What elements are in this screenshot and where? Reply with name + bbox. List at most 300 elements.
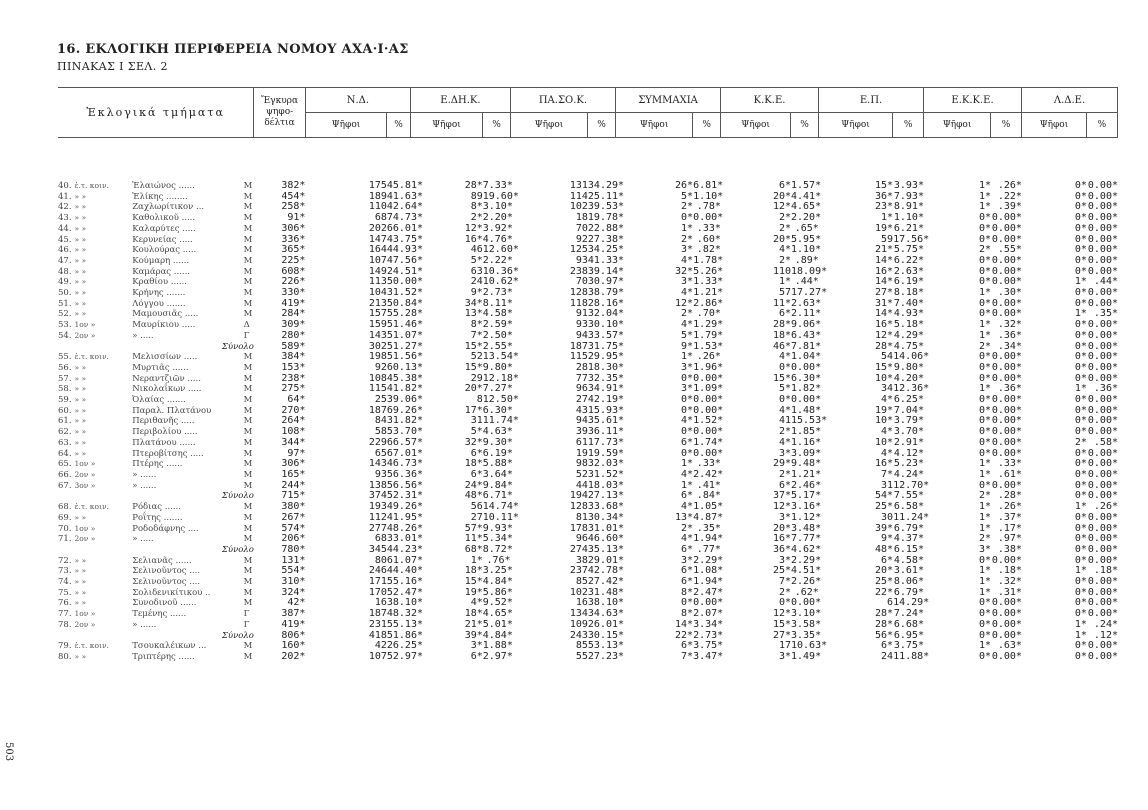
votes-cell-pasok: 27 bbox=[575, 394, 588, 406]
votes-cell-edik: 13* bbox=[464, 308, 483, 320]
section-name: » ..... bbox=[132, 534, 154, 545]
votes-cell-pasok: 85 bbox=[575, 576, 588, 588]
votes-cell-pasok: 134 bbox=[569, 608, 588, 620]
votes-cell-ep: 6 bbox=[887, 597, 894, 609]
section-type: Μ bbox=[243, 512, 253, 523]
votes-cell-lde: 0* bbox=[1074, 394, 1087, 406]
valid-ballots-header: Ἔγκυρα ψηφο-δέλτια bbox=[254, 88, 306, 138]
percent-cell-edik: 13.54* bbox=[482, 351, 519, 363]
percent-cell-ekke: 0.00* bbox=[991, 394, 1022, 406]
row-number: 60. bbox=[58, 405, 72, 416]
percent-cell-ep: 4.20* bbox=[893, 372, 924, 384]
votes-cell-symm: 12* bbox=[675, 297, 694, 309]
votes-cell-nd: 213 bbox=[368, 297, 387, 309]
percent-cell-edik: 2.20* bbox=[482, 212, 513, 224]
votes-cell-lde: 0* bbox=[1074, 244, 1087, 256]
percent-cell-ekke: 0.00* bbox=[991, 404, 1022, 416]
votes-cell-pasok: 77 bbox=[575, 372, 588, 384]
valid-ballots-cell: 306* bbox=[281, 458, 306, 470]
votes-cell-edik: 16* bbox=[464, 233, 483, 245]
percent-cell-ekke: .36* bbox=[997, 383, 1022, 395]
section-name: Πλατάνου ...... bbox=[132, 437, 196, 448]
percent-cell-edik: 12.50* bbox=[482, 394, 519, 406]
percent-cell-pasok: 27.38* bbox=[587, 233, 625, 245]
votes-subheader: Ψῆφοι bbox=[410, 113, 482, 138]
votes-cell-symm: 1* bbox=[681, 479, 694, 491]
votes-cell-nd: 108 bbox=[368, 372, 387, 384]
percent-cell-edik: 4.84* bbox=[482, 576, 513, 588]
section-type: Μ bbox=[243, 191, 253, 202]
votes-cell-symm: 0* bbox=[681, 426, 694, 438]
percent-cell-lde: 0.00* bbox=[1087, 640, 1118, 652]
votes-cell-symm: 5* bbox=[681, 190, 694, 202]
percent-cell-pasok: 19.59* bbox=[587, 447, 625, 459]
votes-cell-lde: 0* bbox=[1074, 254, 1087, 266]
percent-subheader: % bbox=[893, 113, 924, 138]
percent-cell-kke: 5.17* bbox=[791, 490, 822, 502]
percent-cell-kke: 9.48* bbox=[791, 458, 822, 470]
row-number: 54. bbox=[58, 330, 72, 341]
section-type: Μ bbox=[243, 255, 253, 266]
votes-cell-nd: 58 bbox=[374, 426, 387, 438]
votes-cell-nd: 25 bbox=[374, 394, 387, 406]
votes-cell-lde: 1* bbox=[1074, 308, 1087, 320]
votes-cell-edik: 21* bbox=[464, 618, 483, 630]
results-table bbox=[58, 181, 1118, 663]
percent-cell-symm: 3.47* bbox=[693, 650, 724, 662]
percent-cell-lde: 0.00* bbox=[1087, 233, 1118, 245]
section-type: Δ bbox=[243, 320, 250, 331]
percent-cell-ep: 2.91* bbox=[893, 436, 924, 448]
votes-cell-ekke: 0* bbox=[978, 415, 991, 427]
votes-cell-symm: 3* bbox=[681, 383, 694, 395]
votes-cell-pasok: 16 bbox=[575, 597, 588, 609]
percent-cell-kke: 0.00* bbox=[791, 597, 822, 609]
percent-cell-symm: 0.00* bbox=[693, 394, 724, 406]
valid-ballots-cell: 225* bbox=[281, 254, 306, 266]
votes-cell-nd: 115 bbox=[368, 383, 387, 395]
row-category: » » bbox=[74, 512, 87, 522]
votes-cell-kke: 4* bbox=[778, 351, 791, 363]
section-type: Μ bbox=[243, 416, 253, 427]
votes-cell-symm: 4* bbox=[681, 254, 694, 266]
votes-cell-ekke: 1* bbox=[978, 383, 991, 395]
votes-cell-symm: 0* bbox=[681, 394, 694, 406]
votes-cell-nd: 229 bbox=[368, 436, 387, 448]
percent-cell-kke: .44* bbox=[794, 276, 819, 288]
percent-cell-pasok: 38.79* bbox=[587, 287, 625, 299]
section-type: Μ bbox=[243, 598, 253, 609]
percent-cell-pasok: 30.10* bbox=[587, 319, 625, 331]
section-name: Νεραντζιῶν ..... bbox=[132, 373, 201, 384]
percent-cell-edik: 4.76* bbox=[482, 233, 513, 245]
votes-cell-pasok: 19 bbox=[575, 447, 588, 459]
votes-cell-edik: 15* bbox=[464, 361, 483, 373]
section-type: Μ bbox=[243, 587, 253, 598]
row-number: 58. bbox=[58, 384, 72, 395]
page-number: 503 bbox=[3, 742, 14, 762]
votes-subheader: Ψῆφοι bbox=[1022, 113, 1087, 138]
percent-cell-pasok: 39.14* bbox=[587, 265, 625, 277]
votes-cell-symm: 3* bbox=[681, 554, 694, 566]
row-number: 65. bbox=[58, 459, 72, 470]
section-type: Μ bbox=[243, 437, 253, 448]
votes-cell-lde: 0* bbox=[1074, 233, 1087, 245]
percent-cell-lde: 0.00* bbox=[1087, 576, 1118, 588]
votes-cell-symm: 26* bbox=[675, 180, 694, 191]
votes-cell-symm: 7* bbox=[681, 650, 694, 662]
percent-cell-edik: 4.63* bbox=[482, 426, 513, 438]
percent-cell-symm: 1.05* bbox=[693, 501, 724, 513]
percent-cell-ep: 6.58* bbox=[893, 501, 924, 513]
votes-cell-pasok: 125 bbox=[569, 244, 588, 256]
votes-cell-ep: 16* bbox=[875, 319, 894, 331]
votes-cell-ekke: 2* bbox=[978, 340, 991, 352]
votes-cell-nd: 374 bbox=[368, 490, 387, 502]
votes-cell-lde: 0* bbox=[1074, 554, 1087, 566]
percent-cell-nd: 49.26* bbox=[386, 501, 423, 513]
subtotal-label: Σύνολο bbox=[221, 491, 254, 502]
percent-cell-lde: 0.00* bbox=[1087, 511, 1118, 523]
valid-ballots-cell: 365* bbox=[281, 244, 306, 256]
votes-cell-ep: 4* bbox=[881, 447, 894, 459]
votes-cell-kke: 20* bbox=[772, 233, 791, 245]
percent-cell-kke: 2.46* bbox=[791, 479, 822, 491]
valid-ballots-cell: 306* bbox=[281, 222, 306, 234]
percent-cell-pasok: 53.13* bbox=[587, 640, 625, 652]
section-name: Ροδοδάφνης .... bbox=[132, 523, 199, 534]
percent-cell-ep: 6.68* bbox=[893, 618, 924, 630]
percent-cell-ekke: .31* bbox=[997, 586, 1022, 598]
votes-cell-edik: 17* bbox=[464, 404, 483, 416]
percent-cell-nd: 55.13* bbox=[386, 618, 423, 630]
percent-cell-nd: 66.01* bbox=[386, 222, 423, 234]
percent-cell-symm: 1.21* bbox=[693, 287, 724, 299]
valid-ballots-cell: 238* bbox=[281, 372, 306, 384]
percent-cell-ep: 8.06* bbox=[893, 576, 924, 588]
section-name: Σελιανᾶς ...... bbox=[132, 555, 192, 566]
percent-cell-symm: .41* bbox=[696, 479, 721, 491]
votes-cell-ekke: 0* bbox=[978, 608, 991, 620]
percent-cell-nd: 45.81* bbox=[386, 180, 423, 191]
votes-cell-kke: 36* bbox=[772, 543, 791, 555]
section-type: Μ bbox=[243, 352, 253, 363]
percent-cell-ep: 6.25* bbox=[893, 394, 924, 406]
votes-cell-lde: 0* bbox=[1074, 404, 1087, 416]
votes-cell-kke: 4* bbox=[778, 404, 791, 416]
votes-cell-ekke: 0* bbox=[978, 276, 991, 288]
percent-cell-ekke: 0.00* bbox=[991, 351, 1022, 363]
votes-cell-lde: 0* bbox=[1074, 447, 1087, 459]
party-header-pasok: ΠΑ.ΣΟ.Κ. bbox=[510, 88, 615, 113]
valid-ballots-cell: 589* bbox=[281, 340, 306, 352]
votes-cell-ekke: 1* bbox=[978, 511, 991, 523]
votes-cell-ep: 14* bbox=[875, 254, 894, 266]
votes-cell-ekke: 1* bbox=[978, 329, 991, 341]
valid-ballots-cell: 309* bbox=[281, 319, 306, 331]
percent-cell-nd: 48.26* bbox=[386, 522, 423, 534]
percent-cell-edik: 5.34* bbox=[482, 533, 513, 545]
percent-cell-ekke: 0.00* bbox=[991, 415, 1022, 427]
votes-cell-ekke: 2* bbox=[978, 490, 991, 502]
section-name: Ρόδιας ...... bbox=[132, 502, 181, 513]
percent-cell-pasok: 31.01* bbox=[587, 522, 625, 534]
votes-cell-ekke: 3* bbox=[978, 543, 991, 555]
percent-cell-nd: 42.64* bbox=[386, 201, 423, 213]
section-name: Ἐλίκης ........ bbox=[132, 191, 188, 202]
section-name: Νικολαΐκων ..... bbox=[132, 384, 202, 395]
percent-cell-edik: 2.50* bbox=[482, 329, 513, 341]
percent-cell-nd: 52.97* bbox=[386, 650, 423, 662]
subtotal-label: Σύνολο bbox=[221, 630, 254, 641]
votes-cell-lde: 0* bbox=[1074, 415, 1087, 427]
section-name: Ζαχλωρίτικον ... bbox=[132, 202, 205, 213]
votes-cell-ep: 27* bbox=[875, 287, 894, 299]
section-type: Μ bbox=[243, 277, 253, 288]
percent-cell-nd: 41.82* bbox=[386, 383, 423, 395]
votes-cell-lde: 0* bbox=[1074, 597, 1087, 609]
votes-cell-kke: 6* bbox=[778, 479, 791, 491]
votes-cell-symm: 2* bbox=[681, 308, 694, 320]
votes-cell-lde: 0* bbox=[1074, 533, 1087, 545]
percent-cell-lde: 0.00* bbox=[1087, 597, 1118, 609]
row-category: 3ον » bbox=[74, 480, 96, 490]
percent-cell-nd: 67.01* bbox=[386, 447, 423, 459]
percent-cell-ep: 6.19* bbox=[893, 276, 924, 288]
percent-cell-pasok: 17.73* bbox=[587, 436, 625, 448]
valid-ballots-cell: 608* bbox=[281, 265, 306, 277]
votes-cell-pasok: 109 bbox=[569, 618, 588, 630]
percent-subheader: % bbox=[791, 113, 819, 138]
section-type: Μ bbox=[243, 395, 253, 406]
row-number: 56. bbox=[58, 362, 72, 373]
row-category: » » bbox=[74, 577, 87, 587]
percent-cell-edik: 8.72* bbox=[482, 543, 513, 555]
votes-cell-pasok: 102 bbox=[569, 586, 588, 598]
votes-cell-nd: 147 bbox=[368, 233, 387, 245]
section-type: Μ bbox=[243, 534, 253, 545]
percent-cell-ep: 14.29* bbox=[893, 597, 930, 609]
votes-cell-edik: 18* bbox=[464, 458, 483, 470]
section-name: Σελινοῦντος .... bbox=[132, 577, 201, 588]
percent-cell-ep: 4.24* bbox=[893, 468, 924, 480]
votes-cell-ekke: 0* bbox=[978, 233, 991, 245]
party-header-kke: Κ.Κ.Ε. bbox=[721, 88, 819, 113]
percent-cell-kke: 7.81* bbox=[791, 340, 822, 352]
row-number: 80. bbox=[58, 651, 72, 662]
percent-cell-ep: 4.93* bbox=[893, 308, 924, 320]
percent-cell-pasok: 35.13* bbox=[587, 543, 625, 555]
section-name: Ἐλαιώνος ...... bbox=[132, 181, 195, 191]
votes-cell-edik: 39* bbox=[464, 629, 483, 641]
percent-cell-kke: 1.82* bbox=[791, 383, 822, 395]
percent-cell-pasok: 19.78* bbox=[587, 212, 625, 224]
votes-cell-pasok: 93 bbox=[575, 254, 588, 266]
section-name: Καθολικοῦ ..... bbox=[132, 213, 196, 224]
votes-cell-ep: 56* bbox=[875, 629, 894, 641]
percent-cell-ekke: 0.00* bbox=[991, 222, 1022, 234]
votes-cell-kke: 11* bbox=[772, 297, 791, 309]
percent-cell-nd: 51.07* bbox=[386, 329, 423, 341]
row-category: ἐ.τ. κοιν. bbox=[74, 352, 109, 362]
percent-cell-symm: .33* bbox=[696, 222, 721, 234]
votes-cell-pasok: 94 bbox=[575, 329, 588, 341]
row-number: 75. bbox=[58, 587, 72, 598]
votes-cell-nd: 68 bbox=[374, 212, 387, 224]
votes-cell-pasok: 39 bbox=[575, 426, 588, 438]
percent-cell-nd: 39.06* bbox=[386, 394, 423, 406]
percent-cell-symm: 2.42* bbox=[693, 468, 724, 480]
party-header-nd: Ν.Δ. bbox=[305, 88, 410, 113]
row-category: » » bbox=[74, 416, 87, 426]
valid-ballots-cell: 97* bbox=[287, 447, 306, 459]
votes-cell-edik: 48* bbox=[464, 490, 483, 502]
percent-cell-symm: 3.34* bbox=[693, 618, 724, 630]
row-category: » » bbox=[74, 362, 87, 372]
percent-cell-symm: 0.00* bbox=[693, 372, 724, 384]
row-number: 70. bbox=[58, 523, 72, 534]
section-type: Μ bbox=[243, 577, 253, 588]
percent-cell-ekke: .26* bbox=[997, 501, 1022, 513]
percent-cell-kke: 1.57* bbox=[791, 180, 822, 191]
percent-cell-kke: 4.41* bbox=[791, 190, 822, 202]
votes-cell-ekke: 0* bbox=[978, 212, 991, 224]
votes-cell-edik: 24 bbox=[470, 276, 483, 288]
votes-cell-kke: 6* bbox=[778, 308, 791, 320]
section-name: Κούμαρη ...... bbox=[132, 255, 190, 266]
row-category: ἐ.τ. κοιν. bbox=[74, 641, 109, 651]
percent-cell-symm: 1.53* bbox=[693, 340, 724, 352]
row-category: » » bbox=[74, 277, 87, 287]
percent-cell-edik: 7.27* bbox=[482, 383, 513, 395]
percent-cell-symm: 0.00* bbox=[693, 212, 724, 224]
votes-cell-edik: 68* bbox=[464, 543, 483, 555]
valid-ballots-cell: 280* bbox=[281, 329, 306, 341]
votes-cell-ep: 31* bbox=[875, 297, 894, 309]
votes-subheader: Ψῆφοι bbox=[510, 113, 587, 138]
votes-cell-symm: 2* bbox=[681, 522, 694, 534]
percent-cell-lde: 0.00* bbox=[1087, 415, 1118, 427]
votes-cell-lde: 0* bbox=[1074, 522, 1087, 534]
votes-cell-edik: 12* bbox=[464, 222, 483, 234]
valid-ballots-cell: 806* bbox=[281, 629, 306, 641]
percent-cell-ekke: 0.00* bbox=[991, 265, 1022, 277]
percent-cell-symm: 4.87* bbox=[693, 511, 724, 523]
votes-cell-edik: 57* bbox=[464, 522, 483, 534]
percent-cell-lde: 0.00* bbox=[1087, 297, 1118, 309]
row-category: » » bbox=[74, 191, 87, 201]
votes-cell-kke: 3* bbox=[778, 554, 791, 566]
valid-ballots-cell: 91* bbox=[287, 212, 306, 224]
votes-cell-kke: 6* bbox=[778, 180, 791, 191]
votes-cell-lde: 0* bbox=[1074, 361, 1087, 373]
percent-cell-ekke: .18* bbox=[997, 565, 1022, 577]
percent-cell-symm: 1.33* bbox=[693, 276, 724, 288]
votes-cell-nd: 65 bbox=[374, 447, 387, 459]
row-category: » » bbox=[74, 234, 87, 244]
percent-cell-nd: 47.56* bbox=[386, 254, 423, 266]
percent-cell-nd: 60.13* bbox=[386, 361, 423, 373]
percent-cell-kke: 0.00* bbox=[791, 394, 822, 406]
row-category: » » bbox=[74, 309, 87, 319]
votes-cell-edik: 28* bbox=[464, 180, 483, 191]
section-name: Ροΐτης ....... bbox=[132, 512, 183, 523]
section-type: Μ bbox=[243, 298, 253, 309]
votes-cell-nd: 113 bbox=[368, 276, 387, 288]
percent-cell-nd: 44.23* bbox=[386, 543, 423, 555]
percent-cell-lde: 0.00* bbox=[1087, 329, 1118, 341]
valid-ballots-cell: 244* bbox=[281, 479, 306, 491]
percent-cell-ekke: .32* bbox=[997, 576, 1022, 588]
votes-cell-nd: 202 bbox=[368, 222, 387, 234]
votes-cell-kke: 16* bbox=[772, 533, 791, 545]
percent-cell-nd: 51.46* bbox=[386, 319, 423, 331]
valid-ballots-cell: 275* bbox=[281, 383, 306, 395]
votes-cell-lde: 0* bbox=[1074, 576, 1087, 588]
document-title: 16. ΕΚΛΟΓΙΚΗ ΠΕΡΙΦΕΡΕΙΑ ΝΟΜΟΥ ΑΧΑ·Ι·ΑΣ bbox=[57, 42, 409, 57]
percent-cell-edik: 3.10* bbox=[482, 201, 513, 213]
percent-cell-nd: 48.32* bbox=[386, 608, 423, 620]
votes-cell-ekke: 1* bbox=[978, 640, 991, 652]
valid-ballots-cell: 258* bbox=[281, 201, 306, 213]
votes-cell-ep: 36* bbox=[875, 190, 894, 202]
table-row bbox=[58, 513, 1118, 524]
votes-cell-ep: 25* bbox=[875, 501, 894, 513]
percent-cell-ep: 3.61* bbox=[893, 565, 924, 577]
votes-cell-pasok: 28 bbox=[575, 361, 588, 373]
percent-cell-kke: 4.65* bbox=[791, 201, 822, 213]
table-row bbox=[58, 652, 1118, 663]
votes-cell-edik: 27 bbox=[470, 511, 483, 523]
votes-cell-pasok: 238 bbox=[569, 265, 588, 277]
percent-cell-nd: 69.26* bbox=[386, 404, 423, 416]
percent-cell-lde: 0.00* bbox=[1087, 554, 1118, 566]
votes-cell-lde: 0* bbox=[1074, 426, 1087, 438]
votes-cell-ekke: 0* bbox=[978, 308, 991, 320]
percent-cell-symm: 0.00* bbox=[693, 404, 724, 416]
percent-cell-ep: 2.63* bbox=[893, 265, 924, 277]
percent-cell-lde: 0.00* bbox=[1087, 586, 1118, 598]
valid-ballots-cell: 419* bbox=[281, 618, 306, 630]
percent-cell-symm: 0.00* bbox=[693, 426, 724, 438]
section-name: » ...... bbox=[132, 619, 157, 630]
section-type: Μ bbox=[243, 502, 253, 513]
votes-cell-edik: 19* bbox=[464, 586, 483, 598]
row-category: » » bbox=[74, 245, 87, 255]
percent-cell-nd: 31.52* bbox=[386, 287, 423, 299]
row-number: 73. bbox=[58, 566, 72, 577]
section-type: Γ bbox=[243, 609, 250, 620]
percent-cell-symm: 2.29* bbox=[693, 554, 724, 566]
section-name: Κερυνείας ..... bbox=[132, 234, 193, 245]
percent-cell-pasok: 15.93* bbox=[587, 404, 625, 416]
votes-cell-ep: 59 bbox=[881, 233, 894, 245]
votes-cell-kke: 28* bbox=[772, 319, 791, 331]
percent-cell-pasok: 31.75* bbox=[587, 340, 625, 352]
percent-cell-symm: .78* bbox=[696, 201, 721, 213]
votes-cell-pasok: 96 bbox=[575, 383, 588, 395]
section-type: Μ bbox=[243, 234, 253, 245]
percent-cell-kke: 1.49* bbox=[791, 650, 822, 662]
table-subtitle: ΠΙΝΑΚΑΣ Ι ΣΕΛ. 2 bbox=[57, 60, 168, 73]
percent-cell-kke: 1.48* bbox=[791, 404, 822, 416]
votes-cell-ep: 9* bbox=[881, 533, 894, 545]
table-row bbox=[58, 331, 1118, 342]
votes-cell-ep: 1* bbox=[881, 212, 894, 224]
votes-cell-ekke: 0* bbox=[978, 351, 991, 363]
percent-subheader: % bbox=[387, 113, 411, 138]
percent-cell-symm: 3.75* bbox=[693, 640, 724, 652]
